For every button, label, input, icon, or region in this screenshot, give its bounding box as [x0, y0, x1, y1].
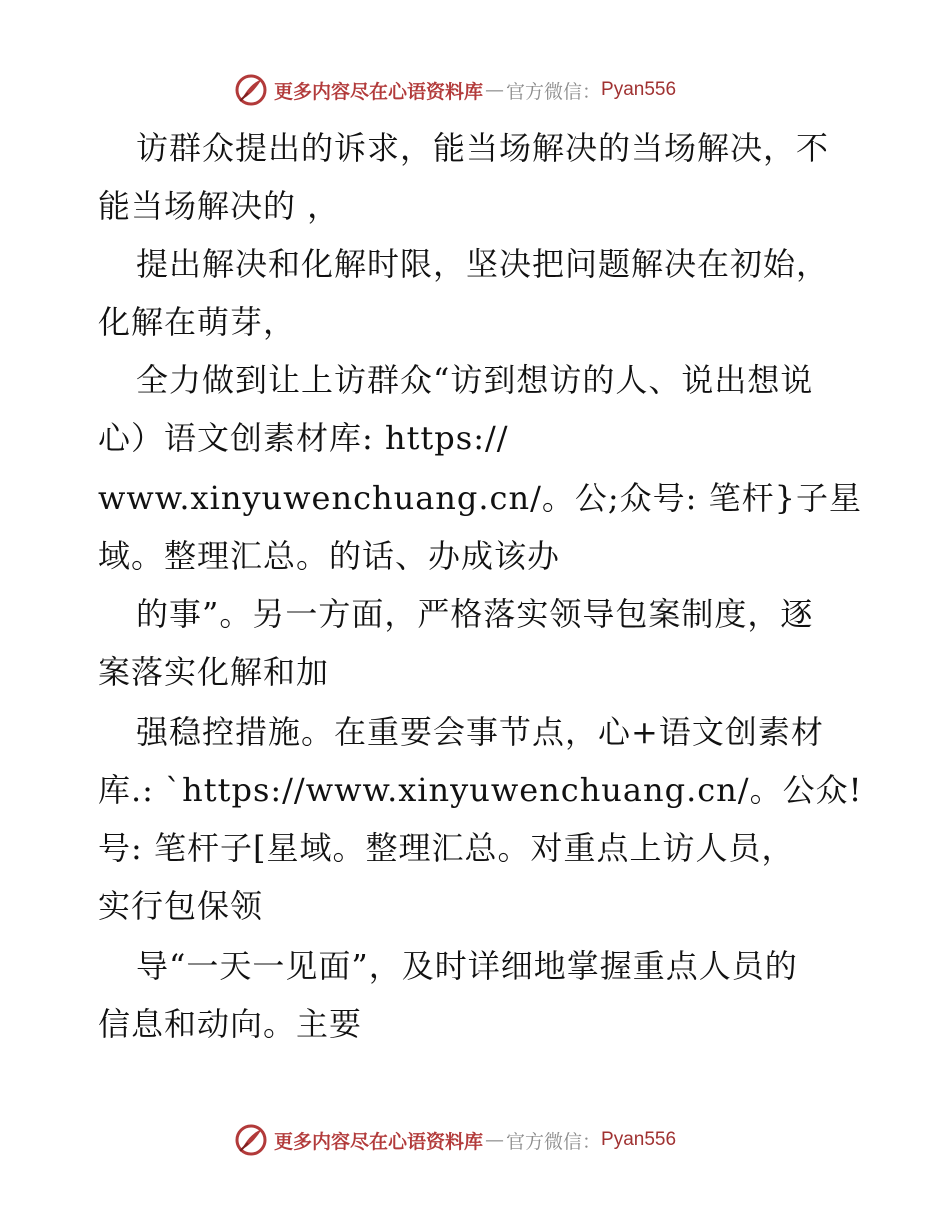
watermark-text: 更多内容尽在心语资料库 [274, 80, 484, 103]
feather-quill-logo-icon [234, 1123, 268, 1157]
watermark-dash: — [485, 1129, 505, 1151]
body-line-1: 访群众提出的诉求，能当场解决的当场解决，不 [136, 129, 830, 167]
body-line-3: 提出解决和化解时限，坚决把问题解决在初始， [136, 245, 830, 283]
header-watermark [234, 70, 676, 110]
body-line-6: 心）语文创素材库: https:// [98, 419, 509, 457]
watermark-wechat-id: Pyan556 [601, 79, 677, 100]
body-line-8: 域。整理汇总。的话、办成该办 [98, 537, 561, 575]
body-line-2: 能当场解决的 ， [98, 187, 341, 225]
body-line-10: 案落实化解和加 [98, 653, 330, 691]
watermark-wechat-id: Pyan556 [601, 1129, 677, 1150]
feather-quill-logo-icon [234, 73, 268, 107]
body-line-7: www.xinyuwenchuang.cn/。公;众号: 笔杆}子星 [98, 479, 862, 517]
body-line-9: 的事”。另一方面，严格落实领导包案制度，逐 [136, 595, 814, 633]
body-line-11: 强稳控措施。在重要会事节点，心+语文创素材 [136, 713, 824, 751]
body-line-4: 化解在萌芽， [98, 303, 297, 341]
watermark-text: 更多内容尽在心语资料库 [274, 1130, 484, 1153]
watermark-dash: — [485, 79, 505, 101]
body-line-12: 库.: `https://www.xinyuwenchuang.cn/。公众! [98, 771, 863, 809]
body-line-13: 号: 笔杆子[星域。整理汇总。对重点上访人员， [98, 829, 795, 867]
body-line-15: 导“一天一见面”，及时详细地掌握重点人员的 [136, 947, 798, 985]
body-line-16: 信息和动向。主要 [98, 1005, 363, 1043]
body-line-14: 实行包保领 [98, 887, 264, 925]
footer-watermark [234, 1120, 676, 1160]
watermark-wechat-label: 官方微信： [506, 1130, 602, 1153]
watermark-wechat-label: 官方微信： [506, 80, 602, 103]
body-line-5: 全力做到让上访群众“访到想访的人、说出想说 [136, 361, 814, 399]
